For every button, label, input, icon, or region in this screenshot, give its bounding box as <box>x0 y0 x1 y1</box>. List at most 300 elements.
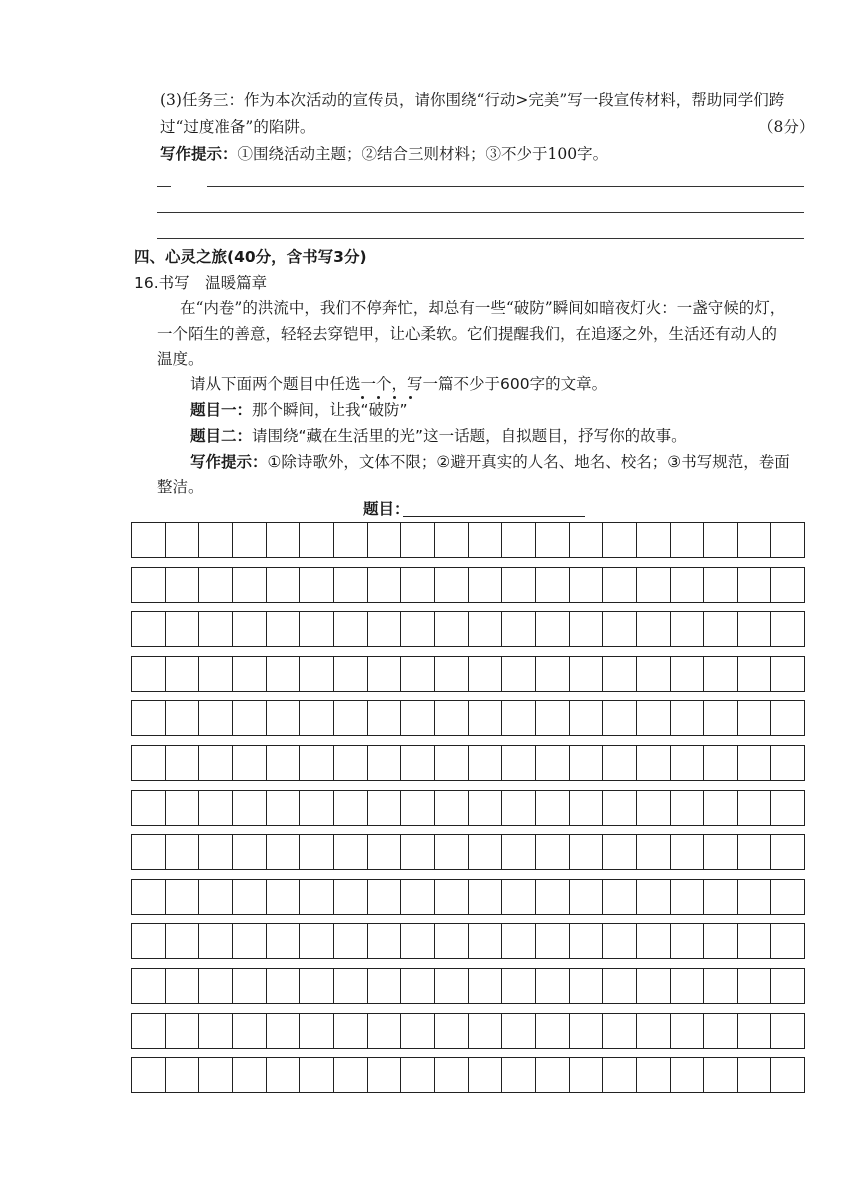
grid-cell[interactable] <box>434 924 468 958</box>
grid-cell[interactable] <box>501 791 535 825</box>
grid-cell[interactable] <box>670 701 704 735</box>
grid-cell[interactable] <box>535 969 569 1003</box>
grid-cell[interactable] <box>232 1014 266 1048</box>
grid-cell[interactable] <box>569 1058 603 1092</box>
grid-cell[interactable] <box>198 835 232 869</box>
topic-two <box>190 425 687 447</box>
grid-cell[interactable] <box>198 880 232 914</box>
grid-cell[interactable] <box>501 568 535 602</box>
grid-cell[interactable] <box>737 568 771 602</box>
grid-cell[interactable] <box>770 657 804 691</box>
grid-cell[interactable] <box>501 880 535 914</box>
grid-cell[interactable] <box>299 1014 333 1048</box>
question-16-title: 16.书写 温暖篇章 <box>134 274 268 292</box>
grid-cell[interactable] <box>501 657 535 691</box>
grid-row <box>131 745 805 781</box>
grid-cell[interactable] <box>132 523 165 557</box>
grid-cell[interactable] <box>165 701 199 735</box>
grid-cell[interactable] <box>333 969 367 1003</box>
grid-cell[interactable] <box>434 791 468 825</box>
grid-cell[interactable] <box>737 1058 771 1092</box>
task3-score: （8分） <box>758 118 815 136</box>
grid-cell[interactable] <box>198 969 232 1003</box>
grid-cell[interactable] <box>434 657 468 691</box>
task3-line2: 过“过度准备”的陷阱。 <box>160 118 316 136</box>
grid-cell[interactable] <box>333 1014 367 1048</box>
grid-cell[interactable] <box>198 791 232 825</box>
grid-row <box>131 968 805 1004</box>
grid-cell[interactable] <box>132 880 165 914</box>
grid-cell[interactable] <box>266 924 300 958</box>
grid-cell[interactable] <box>198 1058 232 1092</box>
instruction: 请从下面两个题目中任选一个，写一篇不少于600字的文章。 <box>190 375 608 393</box>
grid-cell[interactable] <box>434 1058 468 1092</box>
grid-cell[interactable] <box>367 746 401 780</box>
grid-cell[interactable] <box>198 568 232 602</box>
topic-one-label: 题目一： <box>190 401 253 419</box>
topic-two-label: 题目二： <box>190 427 253 445</box>
grid-cell[interactable] <box>535 568 569 602</box>
grid-cell[interactable] <box>165 657 199 691</box>
grid-cell[interactable] <box>132 969 165 1003</box>
grid-cell[interactable] <box>165 1014 199 1048</box>
grid-cell[interactable] <box>703 1014 737 1048</box>
grid-cell[interactable] <box>602 835 636 869</box>
grid-cell[interactable] <box>165 568 199 602</box>
grid-cell[interactable] <box>602 612 636 646</box>
grid-cell[interactable] <box>468 835 502 869</box>
grid-cell[interactable] <box>569 612 603 646</box>
intro-line-3: 温度。 <box>157 350 204 368</box>
grid-cell[interactable] <box>198 746 232 780</box>
grid-cell[interactable] <box>165 835 199 869</box>
writing-hint <box>190 451 790 473</box>
grid-cell[interactable] <box>198 523 232 557</box>
grid-cell[interactable] <box>333 657 367 691</box>
grid-cell[interactable] <box>468 701 502 735</box>
grid-cell[interactable] <box>299 835 333 869</box>
topic-one <box>190 399 408 421</box>
section-heading: 四、心灵之旅(40分，含书写3分) <box>134 248 367 266</box>
grid-cell[interactable] <box>299 924 333 958</box>
grid-cell[interactable] <box>636 701 670 735</box>
grid-cell[interactable] <box>132 657 165 691</box>
grid-cell[interactable] <box>770 835 804 869</box>
grid-cell[interactable] <box>737 1014 771 1048</box>
grid-cell[interactable] <box>400 568 434 602</box>
grid-cell[interactable] <box>636 1058 670 1092</box>
grid-cell[interactable] <box>703 791 737 825</box>
grid-cell[interactable] <box>333 701 367 735</box>
grid-cell[interactable] <box>266 568 300 602</box>
grid-cell[interactable] <box>232 746 266 780</box>
grid-cell[interactable] <box>737 612 771 646</box>
grid-cell[interactable] <box>299 612 333 646</box>
grid-cell[interactable] <box>132 701 165 735</box>
grid-cell[interactable] <box>468 924 502 958</box>
grid-cell[interactable] <box>501 969 535 1003</box>
grid-cell[interactable] <box>232 924 266 958</box>
grid-cell[interactable] <box>703 1058 737 1092</box>
grid-cell[interactable] <box>703 835 737 869</box>
grid-row <box>131 790 805 826</box>
grid-row <box>131 923 805 959</box>
grid-cell[interactable] <box>333 880 367 914</box>
grid-cell[interactable] <box>165 746 199 780</box>
grid-cell[interactable] <box>266 791 300 825</box>
grid-cell[interactable] <box>232 835 266 869</box>
grid-cell[interactable] <box>198 657 232 691</box>
grid-cell[interactable] <box>703 746 737 780</box>
grid-cell[interactable] <box>132 924 165 958</box>
grid-cell[interactable] <box>569 924 603 958</box>
grid-cell[interactable] <box>535 657 569 691</box>
grid-cell[interactable] <box>434 880 468 914</box>
grid-cell[interactable] <box>535 612 569 646</box>
grid-cell[interactable] <box>198 612 232 646</box>
intro-line-2: 一个陌生的善意，轻轻去穿铠甲，让心柔软。它们提醒我们，在追逐之外，生活还有动人的 <box>157 325 778 343</box>
grid-cell[interactable] <box>703 701 737 735</box>
grid-cell[interactable] <box>400 1058 434 1092</box>
grid-cell[interactable] <box>266 657 300 691</box>
grid-row <box>131 522 805 558</box>
grid-cell[interactable] <box>770 880 804 914</box>
grid-cell[interactable] <box>535 791 569 825</box>
grid-cell[interactable] <box>367 835 401 869</box>
grid-cell[interactable] <box>670 523 704 557</box>
grid-cell[interactable] <box>535 924 569 958</box>
grid-cell[interactable] <box>434 523 468 557</box>
grid-cell[interactable] <box>468 969 502 1003</box>
grid-cell[interactable] <box>468 880 502 914</box>
grid-cell[interactable] <box>670 746 704 780</box>
grid-cell[interactable] <box>535 1014 569 1048</box>
grid-cell[interactable] <box>670 969 704 1003</box>
grid-cell[interactable] <box>232 568 266 602</box>
grid-cell[interactable] <box>703 657 737 691</box>
grid-cell[interactable] <box>703 568 737 602</box>
grid-cell[interactable] <box>333 612 367 646</box>
grid-cell[interactable] <box>367 612 401 646</box>
grid-cell[interactable] <box>602 523 636 557</box>
grid-cell[interactable] <box>501 746 535 780</box>
grid-cell[interactable] <box>367 657 401 691</box>
title-input-line[interactable] <box>403 516 585 517</box>
grid-cell[interactable] <box>232 791 266 825</box>
grid-cell[interactable] <box>266 746 300 780</box>
writing-hint-line-2: 整洁。 <box>157 478 204 496</box>
grid-cell[interactable] <box>737 701 771 735</box>
grid-cell[interactable] <box>400 657 434 691</box>
grid-cell[interactable] <box>434 835 468 869</box>
grid-cell[interactable] <box>400 701 434 735</box>
grid-cell[interactable] <box>468 657 502 691</box>
grid-cell[interactable] <box>333 791 367 825</box>
grid-cell[interactable] <box>602 880 636 914</box>
grid-cell[interactable] <box>165 924 199 958</box>
grid-cell[interactable] <box>535 1058 569 1092</box>
grid-cell[interactable] <box>501 523 535 557</box>
grid-cell[interactable] <box>670 1014 704 1048</box>
grid-cell[interactable] <box>535 523 569 557</box>
grid-cell[interactable] <box>367 701 401 735</box>
grid-cell[interactable] <box>333 924 367 958</box>
grid-cell[interactable] <box>535 701 569 735</box>
grid-cell[interactable] <box>434 701 468 735</box>
grid-cell[interactable] <box>737 523 771 557</box>
grid-row <box>131 834 805 870</box>
grid-cell[interactable] <box>636 880 670 914</box>
grid-cell[interactable] <box>299 657 333 691</box>
grid-cell[interactable] <box>703 969 737 1003</box>
grid-row <box>131 1057 805 1093</box>
answer-line-1[interactable] <box>207 186 804 187</box>
grid-cell[interactable] <box>770 1058 804 1092</box>
grid-cell[interactable] <box>770 612 804 646</box>
grid-cell[interactable] <box>737 746 771 780</box>
grid-cell[interactable] <box>400 969 434 1003</box>
grid-cell[interactable] <box>266 835 300 869</box>
grid-cell[interactable] <box>670 1058 704 1092</box>
grid-cell[interactable] <box>165 612 199 646</box>
grid-cell[interactable] <box>602 657 636 691</box>
grid-cell[interactable] <box>602 791 636 825</box>
grid-cell[interactable] <box>602 568 636 602</box>
grid-cell[interactable] <box>434 612 468 646</box>
grid-cell[interactable] <box>266 523 300 557</box>
grid-cell[interactable] <box>670 791 704 825</box>
grid-cell[interactable] <box>299 701 333 735</box>
answer-line-3[interactable] <box>157 238 804 239</box>
grid-cell[interactable] <box>569 791 603 825</box>
grid-cell[interactable] <box>299 791 333 825</box>
grid-cell[interactable] <box>400 612 434 646</box>
grid-cell[interactable] <box>198 701 232 735</box>
grid-cell[interactable] <box>367 969 401 1003</box>
grid-cell[interactable] <box>501 835 535 869</box>
grid-cell[interactable] <box>165 523 199 557</box>
grid-cell[interactable] <box>501 1014 535 1048</box>
grid-cell[interactable] <box>737 791 771 825</box>
grid-cell[interactable] <box>400 835 434 869</box>
grid-cell[interactable] <box>367 568 401 602</box>
grid-cell[interactable] <box>636 568 670 602</box>
grid-cell[interactable] <box>266 612 300 646</box>
grid-cell[interactable] <box>468 1014 502 1048</box>
grid-cell[interactable] <box>232 1058 266 1092</box>
grid-cell[interactable] <box>367 523 401 557</box>
grid-cell[interactable] <box>770 523 804 557</box>
task3-hint-label: 写作提示： <box>160 145 238 163</box>
grid-cell[interactable] <box>165 969 199 1003</box>
grid-cell[interactable] <box>132 791 165 825</box>
grid-cell[interactable] <box>468 523 502 557</box>
grid-cell[interactable] <box>569 969 603 1003</box>
grid-cell[interactable] <box>266 969 300 1003</box>
grid-cell[interactable] <box>703 924 737 958</box>
answer-line-2[interactable] <box>157 212 804 213</box>
topic-two-text: 请围绕“藏在生活里的光”这一话题，自拟题目，抒写你的故事。 <box>252 427 687 445</box>
grid-cell[interactable] <box>299 969 333 1003</box>
grid-cell[interactable] <box>299 746 333 780</box>
grid-cell[interactable] <box>266 1014 300 1048</box>
writing-hint-line-1: ①除诗歌外，文体不限；②避开真实的人名、地名、校名；③书写规范，卷面 <box>267 453 790 471</box>
grid-cell[interactable] <box>165 1058 199 1092</box>
grid-cell[interactable] <box>367 1014 401 1048</box>
grid-cell[interactable] <box>165 880 199 914</box>
grid-cell[interactable] <box>468 612 502 646</box>
grid-cell[interactable] <box>670 657 704 691</box>
grid-cell[interactable] <box>703 523 737 557</box>
writing-grid[interactable] <box>131 522 805 1102</box>
grid-cell[interactable] <box>737 969 771 1003</box>
grid-cell[interactable] <box>299 568 333 602</box>
grid-cell[interactable] <box>602 701 636 735</box>
grid-cell[interactable] <box>569 1014 603 1048</box>
grid-cell[interactable] <box>400 746 434 780</box>
grid-cell[interactable] <box>569 746 603 780</box>
grid-cell[interactable] <box>569 701 603 735</box>
grid-cell[interactable] <box>232 612 266 646</box>
grid-cell[interactable] <box>737 835 771 869</box>
grid-cell[interactable] <box>602 746 636 780</box>
grid-cell[interactable] <box>232 969 266 1003</box>
grid-cell[interactable] <box>232 657 266 691</box>
grid-cell[interactable] <box>299 880 333 914</box>
grid-cell[interactable] <box>299 523 333 557</box>
grid-cell[interactable] <box>770 969 804 1003</box>
grid-cell[interactable] <box>434 969 468 1003</box>
task3-hint-text: ①围绕活动主题；②结合三则材料；③不少于100字。 <box>237 145 609 163</box>
grid-row <box>131 1013 805 1049</box>
grid-cell[interactable] <box>636 835 670 869</box>
grid-cell[interactable] <box>535 835 569 869</box>
grid-cell[interactable] <box>198 1014 232 1048</box>
grid-cell[interactable] <box>266 701 300 735</box>
grid-cell[interactable] <box>670 568 704 602</box>
topic-one-text: 那个瞬间，让我“破防” <box>252 401 408 419</box>
grid-cell[interactable] <box>636 924 670 958</box>
grid-cell[interactable] <box>670 880 704 914</box>
grid-row <box>131 656 805 692</box>
grid-cell[interactable] <box>434 1014 468 1048</box>
grid-cell[interactable] <box>468 1058 502 1092</box>
grid-cell[interactable] <box>770 791 804 825</box>
grid-cell[interactable] <box>468 791 502 825</box>
grid-cell[interactable] <box>333 568 367 602</box>
grid-cell[interactable] <box>434 746 468 780</box>
grid-cell[interactable] <box>602 969 636 1003</box>
grid-cell[interactable] <box>367 791 401 825</box>
grid-cell[interactable] <box>333 835 367 869</box>
grid-row <box>131 611 805 647</box>
grid-cell[interactable] <box>770 568 804 602</box>
grid-cell[interactable] <box>602 1014 636 1048</box>
grid-cell[interactable] <box>501 924 535 958</box>
grid-cell[interactable] <box>132 1058 165 1092</box>
grid-cell[interactable] <box>770 1014 804 1048</box>
grid-cell[interactable] <box>703 612 737 646</box>
grid-cell[interactable] <box>232 701 266 735</box>
grid-cell[interactable] <box>333 523 367 557</box>
intro-line-1: 在“内卷”的洪流中，我们不停奔忙，却总有一些“破防”瞬间如暗夜灯火：一盏守候的灯， <box>180 299 786 317</box>
grid-cell[interactable] <box>132 612 165 646</box>
grid-cell[interactable] <box>299 1058 333 1092</box>
grid-cell[interactable] <box>232 880 266 914</box>
grid-cell[interactable] <box>602 1058 636 1092</box>
grid-cell[interactable] <box>333 1058 367 1092</box>
grid-cell[interactable] <box>636 657 670 691</box>
grid-cell[interactable] <box>132 835 165 869</box>
grid-cell[interactable] <box>636 1014 670 1048</box>
grid-cell[interactable] <box>333 746 367 780</box>
grid-cell[interactable] <box>400 791 434 825</box>
grid-cell[interactable] <box>670 612 704 646</box>
task3-hint <box>160 143 608 165</box>
grid-cell[interactable] <box>501 612 535 646</box>
grid-cell[interactable] <box>569 523 603 557</box>
grid-cell[interactable] <box>501 1058 535 1092</box>
grid-cell[interactable] <box>400 523 434 557</box>
grid-cell[interactable] <box>468 746 502 780</box>
grid-cell[interactable] <box>602 924 636 958</box>
grid-cell[interactable] <box>400 1014 434 1048</box>
grid-cell[interactable] <box>636 746 670 780</box>
grid-cell[interactable] <box>132 568 165 602</box>
grid-cell[interactable] <box>670 835 704 869</box>
grid-cell[interactable] <box>266 880 300 914</box>
grid-cell[interactable] <box>636 969 670 1003</box>
grid-cell[interactable] <box>770 701 804 735</box>
grid-cell[interactable] <box>501 701 535 735</box>
grid-cell[interactable] <box>400 924 434 958</box>
grid-cell[interactable] <box>198 924 232 958</box>
grid-cell[interactable] <box>165 791 199 825</box>
grid-cell[interactable] <box>132 1014 165 1048</box>
grid-cell[interactable] <box>132 746 165 780</box>
grid-cell[interactable] <box>400 880 434 914</box>
grid-cell[interactable] <box>737 880 771 914</box>
grid-cell[interactable] <box>535 746 569 780</box>
grid-cell[interactable] <box>367 880 401 914</box>
grid-row <box>131 700 805 736</box>
emphasis-dot <box>409 396 412 399</box>
grid-cell[interactable] <box>367 924 401 958</box>
grid-cell[interactable] <box>636 612 670 646</box>
grid-cell[interactable] <box>367 1058 401 1092</box>
grid-cell[interactable] <box>468 568 502 602</box>
grid-cell[interactable] <box>636 791 670 825</box>
grid-cell[interactable] <box>569 657 603 691</box>
grid-cell[interactable] <box>770 924 804 958</box>
grid-cell[interactable] <box>636 523 670 557</box>
grid-cell[interactable] <box>670 924 704 958</box>
grid-cell[interactable] <box>737 924 771 958</box>
grid-cell[interactable] <box>266 1058 300 1092</box>
task3-line1: (3)任务三：作为本次活动的宣传员，请你围绕“行动>完美”写一段宣传材料，帮助同学们跨 <box>160 91 785 109</box>
grid-cell[interactable] <box>569 880 603 914</box>
answer-line-stub-1 <box>157 186 171 187</box>
grid-cell[interactable] <box>232 523 266 557</box>
grid-cell[interactable] <box>770 746 804 780</box>
grid-cell[interactable] <box>569 835 603 869</box>
grid-cell[interactable] <box>569 568 603 602</box>
grid-cell[interactable] <box>737 657 771 691</box>
grid-cell[interactable] <box>703 880 737 914</box>
title-label: 题目： <box>363 500 410 518</box>
grid-cell[interactable] <box>434 568 468 602</box>
grid-cell[interactable] <box>535 880 569 914</box>
